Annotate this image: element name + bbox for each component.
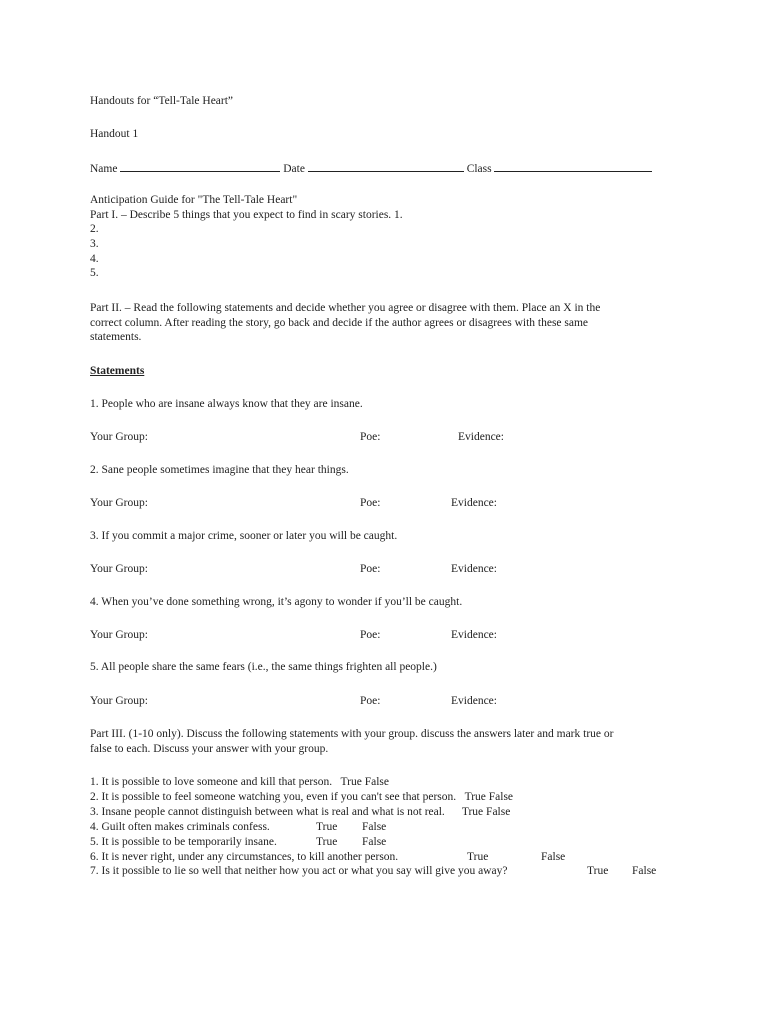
true-option[interactable]: True <box>340 776 362 788</box>
part3-item-2 <box>90 790 513 804</box>
part3-item-text: 2. It is possible to feel someone watching you, even if you can't see that person. <box>90 791 457 803</box>
poe-label: Poe: <box>360 431 381 443</box>
true-option[interactable]: True <box>316 821 338 833</box>
false-option[interactable]: False <box>486 806 511 818</box>
your-group-label: Your Group: <box>90 563 148 575</box>
false-option[interactable]: False <box>632 865 657 877</box>
part1-item-2: 2. <box>90 223 99 235</box>
false-option[interactable]: False <box>488 791 514 803</box>
handout-title: Handouts for “Tell-Tale Heart” <box>90 95 234 107</box>
part3-item-text: 3. Insane people cannot distinguish between what is real and what is not real. <box>90 806 445 818</box>
part2-instructions-line1: Part II. – Read the following statements and decide whether you agree or disagree with them. Place an X in the <box>90 302 601 314</box>
poe-label: Poe: <box>360 563 381 575</box>
class-label: Class <box>466 163 492 175</box>
true-option[interactable]: True <box>464 791 486 803</box>
name-blank[interactable] <box>120 160 280 172</box>
part1-instructions: Part I. – Describe 5 things that you expect to find in scary stories. 1. <box>90 209 403 221</box>
evidence-label: Evidence: <box>458 431 504 443</box>
statement-5: 5. All people share the same fears (i.e., the same things frighten all people.) <box>90 661 437 673</box>
false-option[interactable]: False <box>362 836 387 848</box>
your-group-label: Your Group: <box>90 695 148 707</box>
date-label: Date <box>283 163 305 175</box>
false-option[interactable]: False <box>541 851 566 863</box>
class-blank[interactable] <box>494 160 652 172</box>
evidence-label: Evidence: <box>451 563 497 575</box>
statement-1: 1. People who are insane always know that they are insane. <box>90 398 363 410</box>
evidence-label: Evidence: <box>451 629 497 641</box>
part3-item-text: 6. It is never right, under any circumstances, to kill another person. <box>90 851 399 863</box>
statement-4: 4. When you’ve done something wrong, it’s agony to wonder if you’ll be caught. <box>90 596 463 608</box>
part3-item-1 <box>90 775 389 789</box>
part3-item-text: 7. Is it possible to lie so well that neither how you act or what you say will give you away? <box>90 865 508 877</box>
date-blank[interactable] <box>308 160 464 172</box>
statement-3: 3. If you commit a major crime, sooner or later you will be caught. <box>90 530 398 542</box>
evidence-label: Evidence: <box>451 695 497 707</box>
part1-item-5: 5. <box>90 267 99 279</box>
anticipation-title: Anticipation Guide for "The Tell-Tale Heart" <box>90 194 298 206</box>
false-option[interactable]: False <box>364 776 389 788</box>
poe-label: Poe: <box>360 497 381 509</box>
your-group-label: Your Group: <box>90 629 148 641</box>
handout-number: Handout 1 <box>90 128 139 140</box>
part2-instructions-line3: statements. <box>90 331 142 343</box>
your-group-label: Your Group: <box>90 497 148 509</box>
part3-item-3 <box>90 805 510 819</box>
part3-instructions-line1: Part III. (1-10 only). Discuss the following statements with your group. discuss the answers later and mark true or <box>90 728 614 740</box>
part2-instructions-line2: correct column. After reading the story, go back and decide if the author agrees or disagrees with these same <box>90 317 589 329</box>
true-option[interactable]: True <box>461 806 484 818</box>
poe-label: Poe: <box>360 695 381 707</box>
true-option[interactable]: True <box>467 851 489 863</box>
part1-item-3: 3. <box>90 238 99 250</box>
part3-instructions-line2: false to each. Discuss your answer with your group. <box>90 743 329 755</box>
part3-item-text: 1. It is possible to love someone and kill that person. <box>90 776 333 788</box>
true-option[interactable]: True <box>316 836 338 848</box>
part3-item-text: 4. Guilt often makes criminals confess. <box>90 821 270 833</box>
statements-heading: Statements <box>90 365 145 377</box>
part3-item-text: 5. It is possible to be temporarily insane. <box>90 836 277 848</box>
true-option[interactable]: True <box>587 865 609 877</box>
your-group-label: Your Group: <box>90 431 148 443</box>
false-option[interactable]: False <box>362 821 387 833</box>
poe-label: Poe: <box>360 629 381 641</box>
evidence-label: Evidence: <box>451 497 497 509</box>
name-date-class-line <box>90 160 652 176</box>
name-label: Name <box>90 163 118 175</box>
part1-item-4: 4. <box>90 253 99 265</box>
statement-2: 2. Sane people sometimes imagine that they hear things. <box>90 464 349 476</box>
